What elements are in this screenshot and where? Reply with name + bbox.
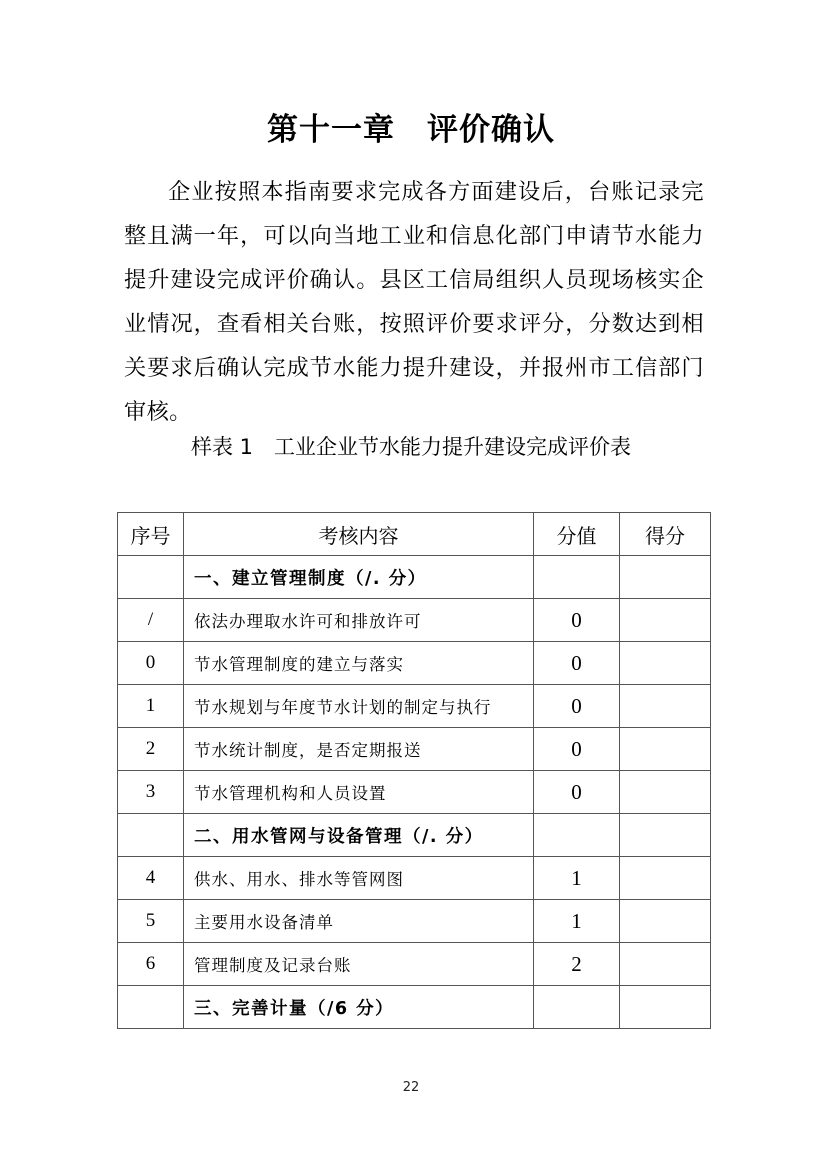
table-row [118,771,711,814]
row-got [620,814,711,857]
row-no: 6 [118,943,184,986]
table-row [118,599,711,642]
row-score: 0 [534,642,620,685]
body-paragraph: 企业按照本指南要求完成各方面建设后，台账记录完整且满一年，可以向当地工业和信息化部门申请节水能力提升建设完成评价确认。县区工信局组织人员现场核实企业情况，查看相关台账，按照评价要求评分，分数达到相关要求后确认完成节水能力提升建设，并报州市工信部门审核。 [124,179,704,425]
row-score: 0 [534,685,620,728]
row-content: 供水、用水、排水等管网图 [184,857,534,900]
row-no [118,986,184,1029]
table-section-row [118,986,711,1029]
row-score [534,986,620,1029]
row-score [534,814,620,857]
row-content: 主要用水设备清单 [184,900,534,943]
row-content: 节水管理制度的建立与落实 [184,642,534,685]
row-score: 1 [534,857,620,900]
row-content: 节水管理机构和人员设置 [184,771,534,814]
row-got [620,642,711,685]
header-score: 分值 [534,513,620,556]
row-content: 二、用水管网与设备管理（/. 分） [184,814,534,857]
table-header-row [118,513,711,556]
row-got [620,728,711,771]
row-no: 0 [118,642,184,685]
row-no: / [118,599,184,642]
row-got [620,685,711,728]
table-section-row [118,556,711,599]
row-content: 节水统计制度，是否定期报送 [184,728,534,771]
header-content: 考核内容 [184,513,534,556]
row-got [620,771,711,814]
table-body [118,556,711,1029]
row-no: 3 [118,771,184,814]
row-content: 节水规划与年度节水计划的制定与执行 [184,685,534,728]
row-got [620,943,711,986]
row-score [534,556,620,599]
row-no [118,814,184,857]
row-score: 1 [534,900,620,943]
table-row [118,642,711,685]
row-score: 2 [534,943,620,986]
row-score: 0 [534,771,620,814]
table-row [118,900,711,943]
header-got: 得分 [620,513,711,556]
row-no [118,556,184,599]
row-no: 2 [118,728,184,771]
row-content: 三、完善计量（/6 分） [184,986,534,1029]
row-content: 一、建立管理制度（/. 分） [184,556,534,599]
header-no: 序号 [118,513,184,556]
row-content: 管理制度及记录台账 [184,943,534,986]
page-number: 22 [402,1080,420,1095]
row-no: 4 [118,857,184,900]
row-got [620,556,711,599]
row-no: 5 [118,900,184,943]
table-row [118,857,711,900]
evaluation-table [117,512,711,1029]
row-no: 1 [118,685,184,728]
row-score: 0 [534,599,620,642]
table-caption: 样表 1 工业企业节水能力提升建设完成评价表 [190,435,632,459]
row-score: 0 [534,728,620,771]
table-section-row [118,814,711,857]
row-content: 依法办理取水许可和排放许可 [184,599,534,642]
row-got [620,599,711,642]
row-got [620,857,711,900]
table-row [118,728,711,771]
table-row [118,943,711,986]
chapter-title: 第十一章 评价确认 [267,112,555,148]
row-got [620,900,711,943]
table-row [118,685,711,728]
row-got [620,986,711,1029]
